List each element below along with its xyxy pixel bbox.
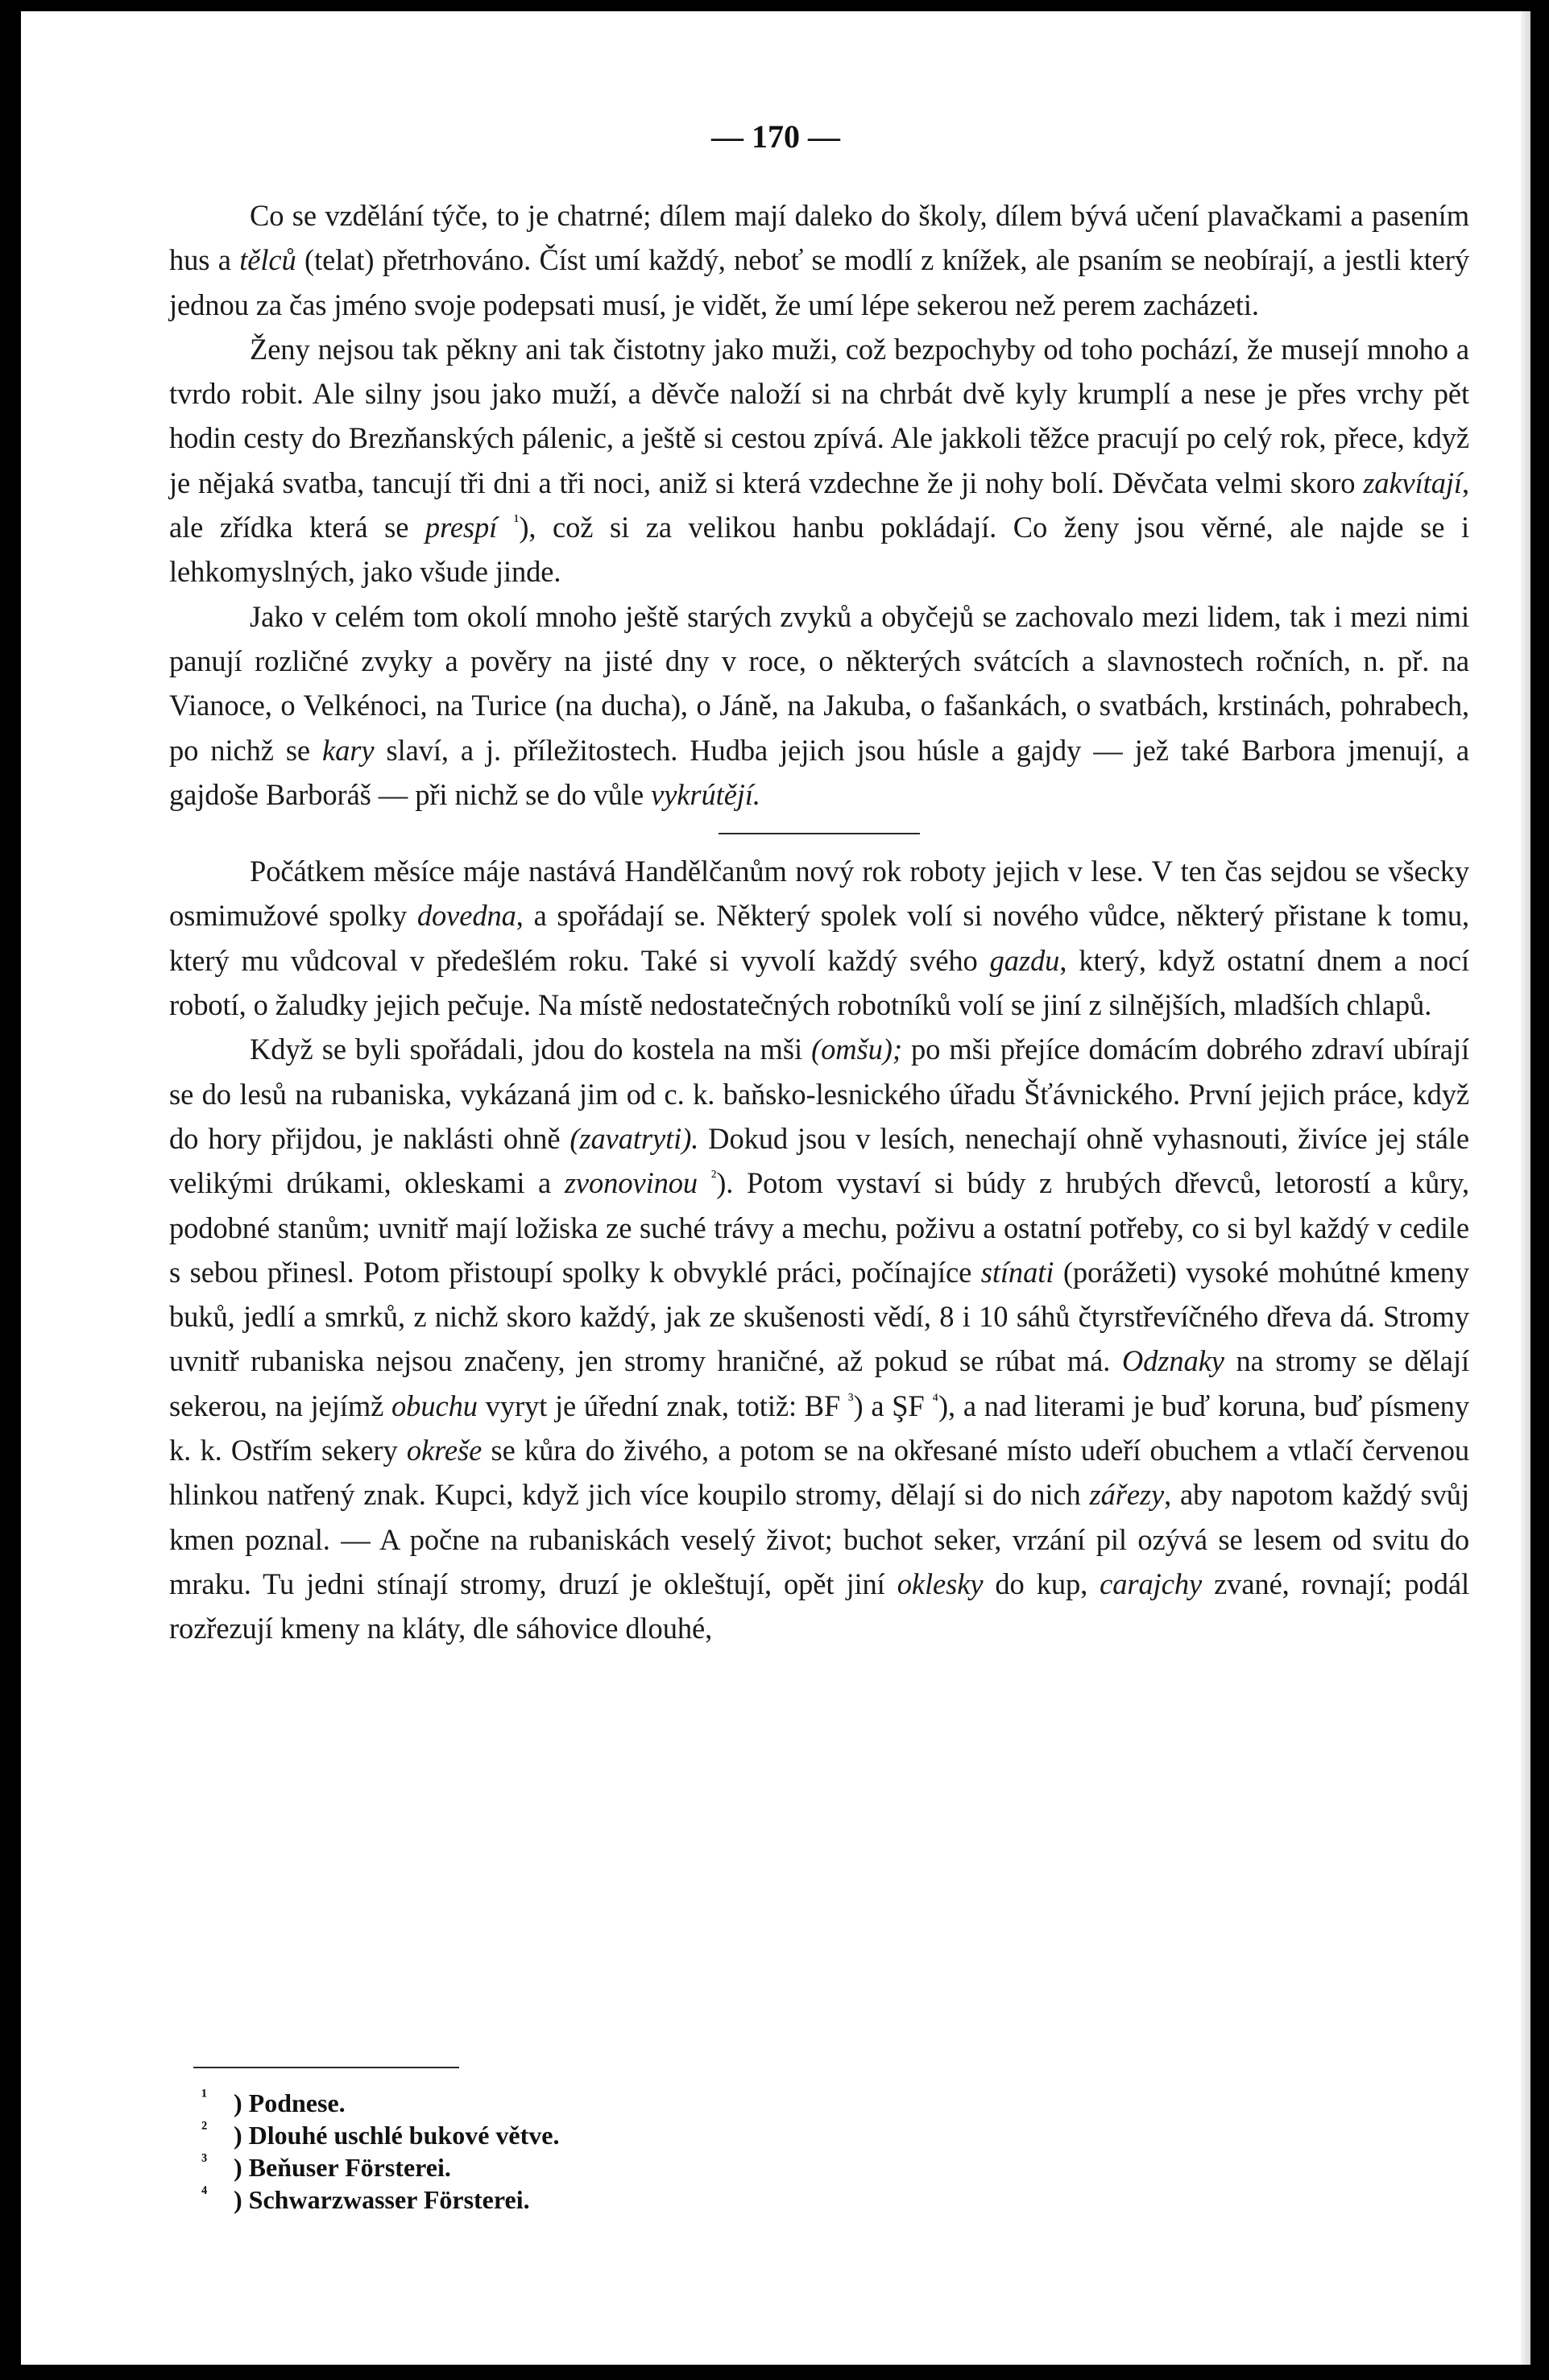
footnote: ¹ ) Podnese. (201, 2086, 346, 2117)
text-run: Jako v celém tom okolí mnoho ještě starých zvyků a obyčejů se zachovalo mezi lidem, tak i mezi nimi panují rozličné zvyky a pověry na jisté dny v roce, o některých svátcích a slavnostech ročních, n. př. na Vianoce, o Velkénoci, na Turice (na ducha), o Jáně, na Jakuba, o fašankách, o svatbách, krstinách, pohrabech, po nichž se (169, 599, 1469, 767)
footnote-ref: ⁴ (932, 1389, 938, 1409)
text-run: do kup, (983, 1567, 1100, 1600)
paragraph (169, 193, 1469, 327)
text-run: ). Potom vystaví si búdy z hrubých dřevců, letorostí a kůry, podobné stanům; uvnitř mají ložiska ze suché trávy a mechu, poživu a ostatní potřeby, co si byl každý v cedile s sebou přinesl. Potom přistoupí spolky k obvyklé práci, počínajíce (169, 1166, 1469, 1289)
italic-term: okreše (406, 1434, 483, 1467)
page-edge (1521, 11, 1530, 2365)
text-run: se kůra do živého, a potom se na okřesané místo udeří obuchem a vtlačí červenou hlinkou natřený znak. Kupci, když jich více koupilo stromy, dělají si do nich (169, 1434, 1470, 1512)
footnote: ⁴ ) Schwarzwasser Försterei. (201, 2183, 530, 2214)
italic-term: kary (322, 733, 375, 767)
text-run: ), což si za velikou hanbu pokládají. Co ženy jsou věrné, ale najde se i lehkomyslných, jako všude jinde. (169, 511, 1469, 589)
text-run: , který, když ostatní dnem a nocí robotí, o žaludky jejich pečuje. Na místě nedostatečných robotníků volí se jiní z silnějších, mladších chlapů. (169, 943, 1469, 1022)
footnote-text: Schwarzwasser Försterei. (248, 2185, 530, 2214)
footnote: ³ ) Beňuser Försterei. (201, 2150, 451, 2182)
text-run: na stromy se dělají sekerou, na jejímž (169, 1344, 1469, 1422)
italic-term: zvonovinou (564, 1166, 698, 1200)
italic-term: stínati (980, 1255, 1054, 1289)
body-text (169, 193, 1469, 1651)
footnote: ² ) Dlouhé uschlé bukové větve. (201, 2118, 560, 2150)
italic-term: (zavatryti). (569, 1121, 699, 1155)
text-run: , aby napotom každý svůj kmen poznal. — A počne na rubaniskách veselý život; buchot seker, vrzání pil ozývá se lesem od svitu do mraku. Tu jedni stínají stromy, druzí je okleštují, opět jiní (169, 1478, 1469, 1600)
footnote-text: Beňuser Försterei. (248, 2153, 451, 2182)
italic-term: vykrútějí. (651, 777, 760, 811)
text-run: Počátkem měsíce máje nastává Handělčanům nový rok roboty jejich v lese. V ten čas sejdou se všecky osmimužové spolky (169, 855, 1469, 933)
footnote-ref: ² (710, 1166, 717, 1187)
footnotes (201, 2087, 559, 2216)
footnote-text: Dlouhé uschlé bukové větve. (248, 2121, 560, 2150)
text-run: Co se vzdělání týče, to je chatrné; dílem mají daleko do školy, dílem bývá učení plavačkami a pasením hus a (169, 199, 1469, 277)
text-run: Dokud jsou v lesích, nenechají ohně vyhasnouti, živíce jej stále velikými drúkami, okleskami a (169, 1121, 1469, 1200)
italic-term: dovedna (416, 899, 516, 933)
text-run: zvané, rovnají; podál rozřezují kmeny na kláty, dle sáhovice dlouhé, (169, 1567, 1469, 1645)
text-run: ), a nad literami je buď koruna, buď písmeny k. k. Ostřím sekery (169, 1389, 1469, 1467)
section-divider (719, 833, 920, 834)
page-number: — 170 — (711, 118, 840, 155)
text-run (497, 511, 514, 544)
italic-term: prespí (425, 511, 498, 544)
text-run: (porážeti) vysoké mohútné kmeny buků, jedlí a smrků, z nichž skoro každý, jak ze skušenosti vědí, 8 i 10 sáhů čtyrstřevíčného dřeva dá. Stromy uvnitř rubaniska nejsou značeny, jen stromy hraničné, až pokud se rúbat má. (169, 1255, 1469, 1378)
text-run (698, 1166, 711, 1199)
footnote-divider (193, 2067, 459, 2068)
text-run: ) a ŞF (853, 1389, 933, 1422)
text-run: Když se byli spořádali, jdou do kostela na mši (250, 1033, 812, 1066)
footnote-text: Podnese. (248, 2088, 346, 2117)
italic-term: Odznaky (1121, 1344, 1224, 1378)
italic-term: (omšu); (811, 1033, 902, 1066)
italic-term: obuchu (391, 1389, 478, 1422)
text-run: , ale zřídka která se (169, 466, 1469, 544)
paragraph (169, 594, 1469, 817)
text-run: slaví, a j. příležitostech. Hudba jejich jsou húsle a gajdy — jež také Barbora jmenují, a gajdoše Barboráš — při nichž se do vůle (169, 733, 1469, 811)
footnote-ref: ³ (848, 1389, 854, 1409)
paragraph (169, 1027, 1469, 1650)
italic-term: tělců (239, 243, 296, 277)
italic-term: oklesky (897, 1567, 984, 1600)
text-run: Ženy nejsou tak pěkny ani tak čistotny jako muži, což bezpochyby od toho pochází, že musejí mnoho a tvrdo robit. Ale silny jsou jako muží, a děvče naloží si na chrbát dvě kyly krumplí a nese je přes vrchy pět hodin cesty do Brezňanských pálenic, a ještě si cestou zpívá. Ale jakkoli těžce pracují po celý rok, přece, když je nějaká svatba, tancují tři dni a tři noci, aniž si která vzdechne že ji nohy bolí. Děvčata velmi skoro (169, 332, 1469, 499)
paragraph (169, 849, 1469, 1027)
footnote-ref: ¹ (513, 510, 520, 531)
text-run: (telat) přetrhováno. Číst umí každý, neboť se modlí z knížek, ale psaním se neobírají, a jestli který jednou za čas jméno svoje podepsati musí, je vidět, že umí lépe sekerou než perem zacházeti. (169, 243, 1469, 321)
italic-term: gazdu (989, 943, 1060, 977)
paragraph (169, 327, 1469, 594)
text-run: po mši přejíce domácím dobrého zdraví ubírají se do lesů na rubaniska, vykázaná jim od c. k. baňsko-lesnického úřadu Šťávnického. První jejich práce, když do hory přijdou, je naklásti ohně (169, 1033, 1469, 1155)
italic-term: carajchy (1100, 1567, 1203, 1600)
book-page (21, 11, 1530, 2365)
italic-term: zářezy (1089, 1478, 1165, 1512)
text-run: vyryt je úřední znak, totiž: BF (477, 1389, 849, 1422)
italic-term: zakvítají (1363, 466, 1462, 499)
text-run: , a spořádají se. Některý spolek volí si nového vůdce, některý přistane k tomu, který mu vůdcoval v předešlém roku. Také si vyvolí každý svého (169, 899, 1469, 977)
